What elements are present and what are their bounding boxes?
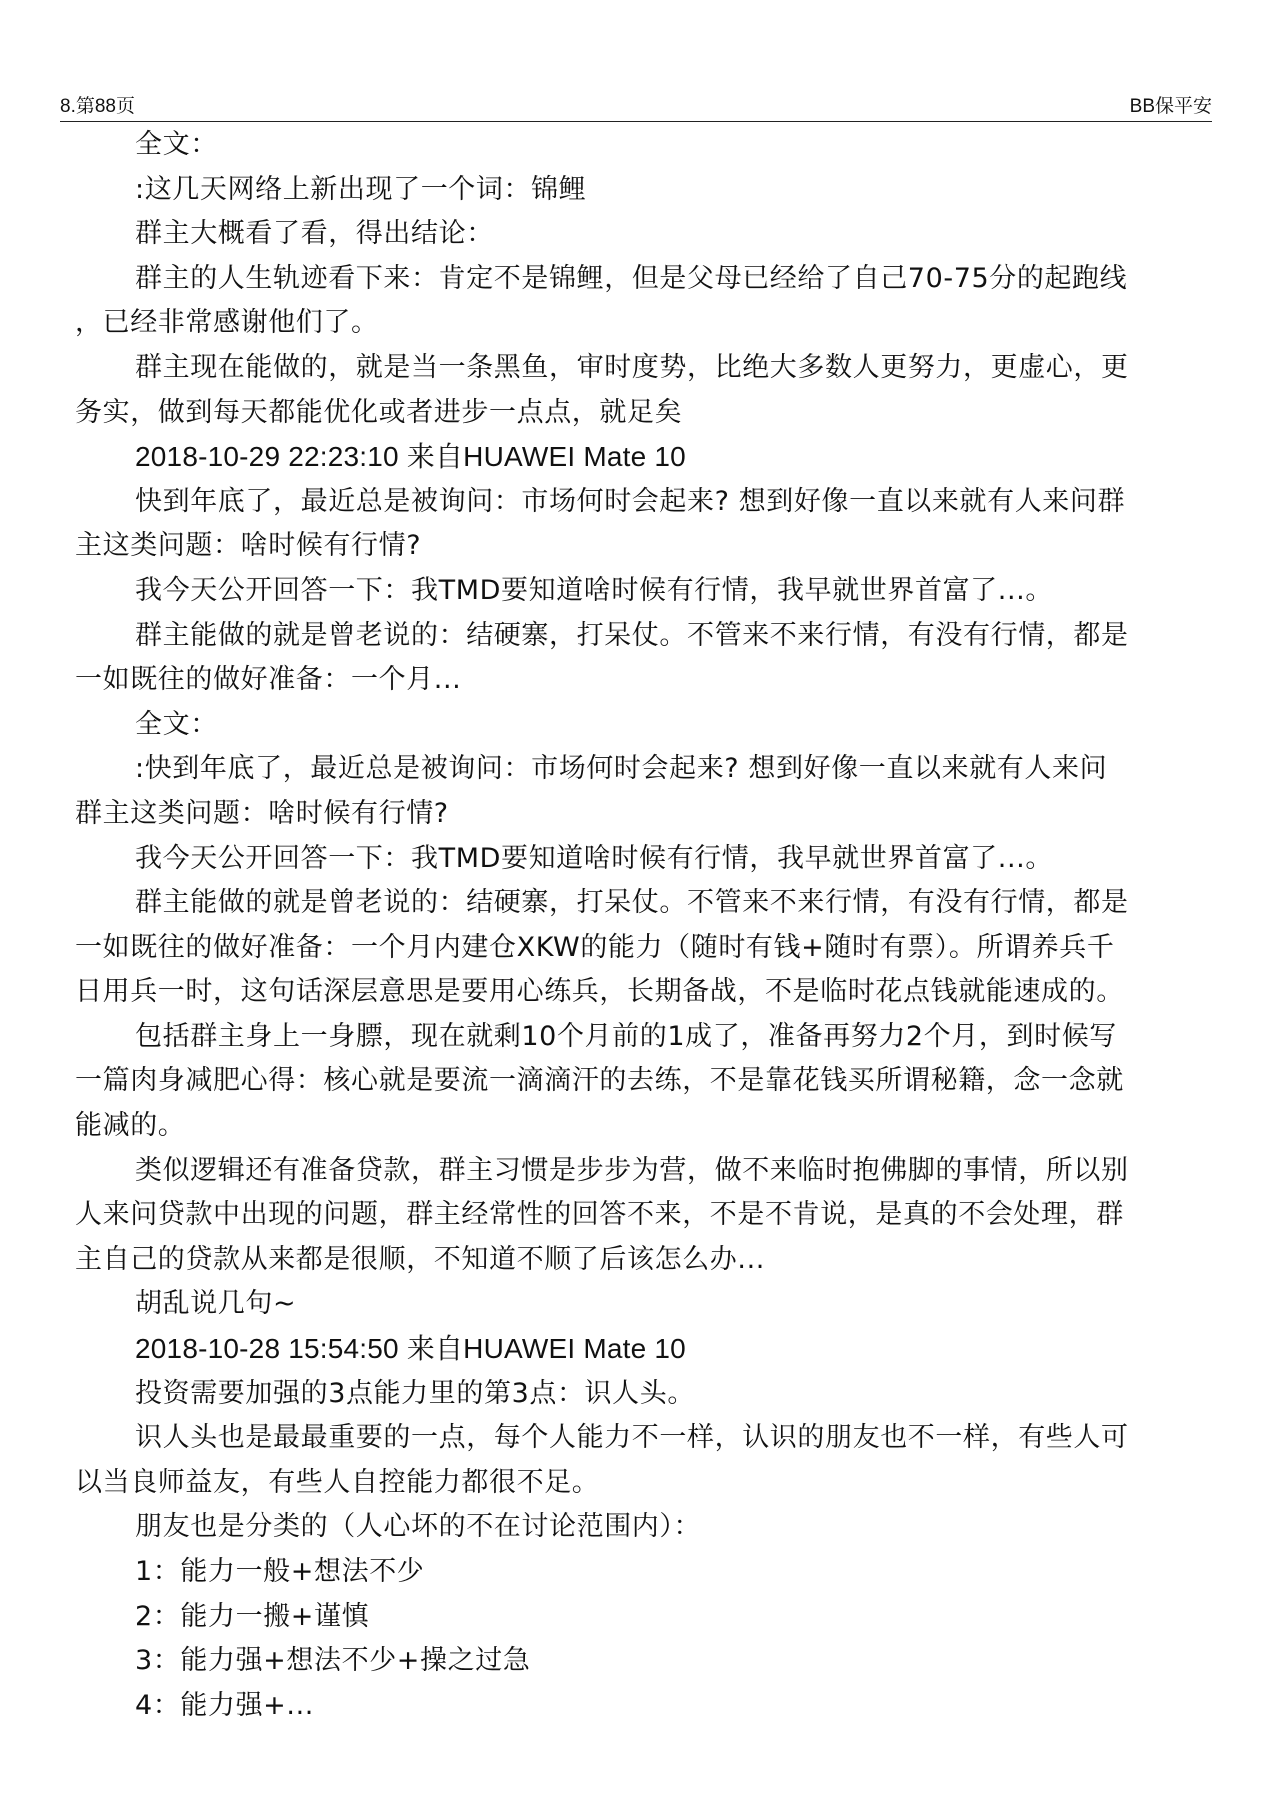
- text-line: 类似逻辑还有准备贷款，群主习惯是步步为营，做不来临时抱佛脚的事情，所以别: [135, 1154, 1129, 1186]
- text-line: 群主的人生轨迹看下来：肯定不是锦鲤，但是父母已经给了自己70-75分的起跑线: [135, 262, 1128, 294]
- text-line: 群主这类问题：啥时候有行情?: [75, 797, 449, 829]
- post-timestamp: 2018-10-28 15:54:50 来自HUAWEI Mate 10: [135, 1333, 686, 1365]
- text-line: 务实，做到每天都能优化或者进步一点点，就足矣: [75, 396, 683, 428]
- post-timestamp: 2018-10-29 22:23:10 来自HUAWEI Mate 10: [135, 441, 686, 473]
- text-line: 能减的。: [75, 1110, 186, 1142]
- text-line: 朋友也是分类的（人心坏的不在讨论范围内）：: [135, 1511, 702, 1543]
- text-line: 全文：: [135, 708, 218, 740]
- text-line: 一如既往的做好准备：一个月内建仓XKW的能力（随时有钱+随时有票）。所谓养兵千: [75, 931, 1115, 963]
- text-line: 主这类问题：啥时候有行情?: [75, 530, 422, 562]
- text-line: 我今天公开回答一下：我TMD要知道啥时候有行情，我早就世界首富了...。: [135, 842, 1053, 874]
- text-line: ，已经非常感谢他们了。: [75, 307, 379, 339]
- text-line: 群主大概看了看，得出结论：: [135, 218, 494, 250]
- text-line: 2：能力一搬+谨慎: [135, 1600, 370, 1632]
- text-line: 以当良师益友，有些人自控能力都很不足。: [75, 1466, 600, 1498]
- text-line: 1：能力一般+想法不少: [135, 1556, 425, 1587]
- text-line: 一篇肉身减肥心得：核心就是要流一滴滴汗的去练，不是靠花钱买所谓秘籍，念一念就: [75, 1065, 1124, 1097]
- header-author: BB保平安: [1129, 96, 1212, 117]
- text-line: :快到年底了，最近总是被询问：市场何时会起来? 想到好像一直以来就有人来问: [135, 753, 1108, 785]
- text-line: 快到年底了，最近总是被询问：市场何时会起来? 想到好像一直以来就有人来问群: [135, 485, 1126, 517]
- text-line: 识人头也是最最重要的一点，每个人能力不一样，认识的朋友也不一样，有些人可: [135, 1422, 1129, 1454]
- text-line: 群主能做的就是曾老说的：结硬寨，打呆仗。不管来不来行情，有没有行情，都是: [135, 619, 1129, 651]
- text-line: 群主能做的就是曾老说的：结硬寨，打呆仗。不管来不来行情，有没有行情，都是: [135, 887, 1129, 919]
- text-line: 一如既往的做好准备：一个月...: [75, 664, 462, 696]
- text-line: 包括群主身上一身膘，现在就剩10个月前的1成了，准备再努力2个月，到时候写: [135, 1020, 1117, 1052]
- text-line: 3：能力强+想法不少+操之过急: [135, 1645, 531, 1677]
- page-header: [60, 88, 1212, 122]
- text-line: :这几天网络上新出现了一个词：锦鲤: [135, 173, 587, 205]
- text-line: 日用兵一时，这句话深层意思是要用心练兵，长期备战，不是临时花点钱就能速成的。: [75, 976, 1124, 1008]
- document-body: [75, 123, 1205, 1728]
- text-line: 群主现在能做的，就是当一条黑鱼，审时度势，比绝大多数人更努力，更虚心，更: [135, 351, 1129, 383]
- text-line: 主自己的贷款从来都是很顺，不知道不顺了后该怎么办...: [75, 1243, 765, 1275]
- text-line: 4：能力强+...: [135, 1689, 314, 1721]
- text-line: 胡乱说几句~: [135, 1288, 297, 1320]
- text-line: 全文：: [135, 129, 218, 160]
- text-line: 人来问贷款中出现的问题，群主经常性的回答不来，不是不肯说，是真的不会处理，群: [75, 1199, 1124, 1231]
- header-page-number: 8.第88页: [60, 96, 135, 117]
- text-line: 我今天公开回答一下：我TMD要知道啥时候有行情，我早就世界首富了...。: [135, 574, 1053, 606]
- text-line: 投资需要加强的3点能力里的第3点：识人头。: [135, 1377, 695, 1409]
